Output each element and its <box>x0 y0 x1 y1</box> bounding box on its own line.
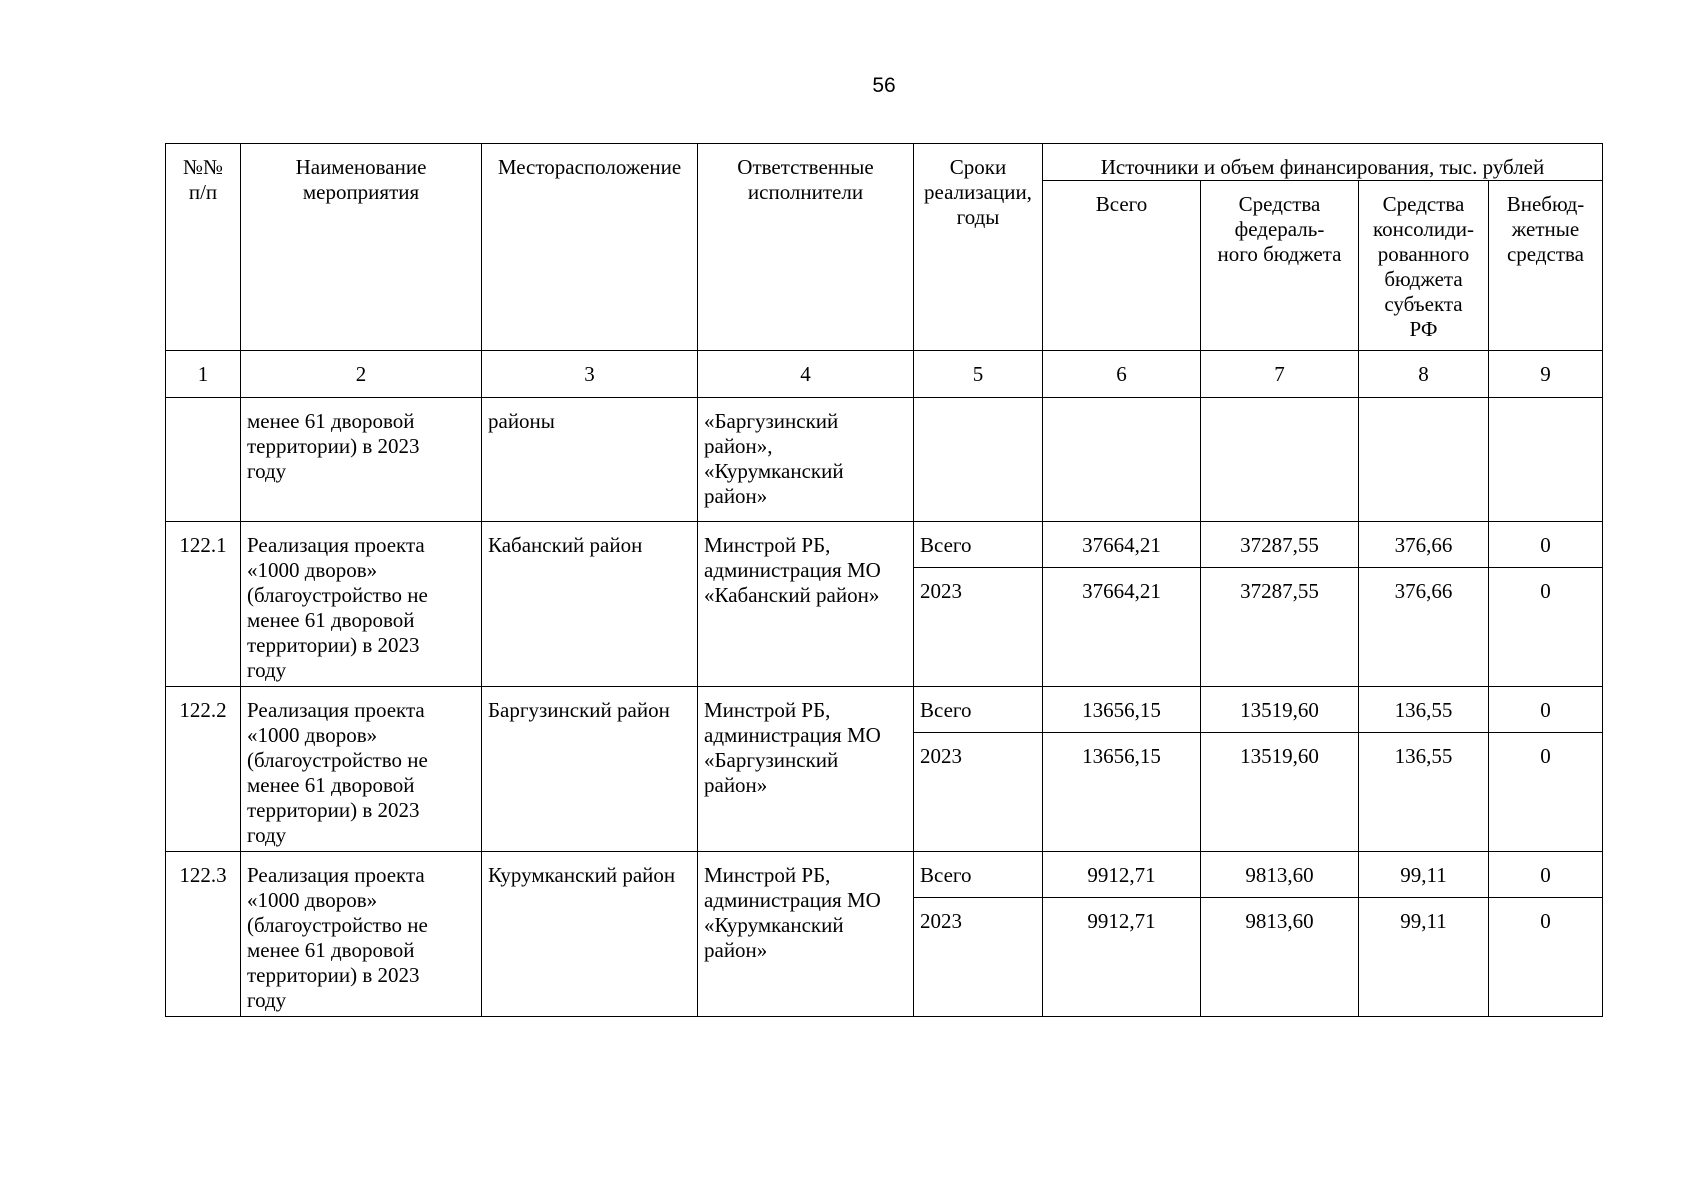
page-number: 56 <box>872 74 896 97</box>
row-total-federal: 37287,55 <box>1201 522 1359 568</box>
table-row <box>166 687 1603 733</box>
empty-cell <box>914 398 1043 522</box>
row-total-federal: 13519,60 <box>1201 687 1359 733</box>
row-executors: Минстрой РБ, администрация МО «Курумканский район» <box>698 852 914 1017</box>
row-total-consolidated: 99,11 <box>1359 852 1489 898</box>
row-year-federal: 9813,60 <box>1201 898 1359 1017</box>
header-num: №№ п/п <box>166 144 241 351</box>
column-number: 8 <box>1359 351 1489 398</box>
table-row <box>166 522 1603 568</box>
column-number: 3 <box>482 351 698 398</box>
header-total: Всего <box>1043 181 1201 351</box>
row-year-offbudget: 0 <box>1489 568 1603 687</box>
row-term-total: Всего <box>914 852 1043 898</box>
row-total-consolidated: 136,55 <box>1359 687 1489 733</box>
row-total-offbudget: 0 <box>1489 687 1603 733</box>
row-total-all: 13656,15 <box>1043 687 1201 733</box>
row-location: Баргузинский район <box>482 687 698 852</box>
row-year-all: 37664,21 <box>1043 568 1201 687</box>
row-num: 122.1 <box>166 522 241 687</box>
column-number: 5 <box>914 351 1043 398</box>
empty-cell <box>1043 398 1201 522</box>
row-year-consolidated: 99,11 <box>1359 898 1489 1017</box>
column-number: 6 <box>1043 351 1201 398</box>
continuation-name: менее 61 дворовой территории) в 2023 году <box>241 398 482 522</box>
empty-cell <box>1489 398 1603 522</box>
continuation-executors: «Баргузинский район», «Курумканский район» <box>698 398 914 522</box>
row-location: Кабанский район <box>482 522 698 687</box>
header-consolidated: Средства консолиди- рованного бюджета субъекта РФ <box>1359 181 1489 351</box>
header-offbudget: Внебюд- жетные средства <box>1489 181 1603 351</box>
header-federal: Средства федераль- ного бюджета <box>1201 181 1359 351</box>
row-total-all: 9912,71 <box>1043 852 1201 898</box>
row-total-federal: 9813,60 <box>1201 852 1359 898</box>
row-year-consolidated: 376,66 <box>1359 568 1489 687</box>
row-name: Реализация проекта «1000 дворов» (благоустройство не менее 61 дворовой территории) в 2023 году <box>241 852 482 1017</box>
column-number: 9 <box>1489 351 1603 398</box>
row-num: 122.3 <box>166 852 241 1017</box>
row-num: 122.2 <box>166 687 241 852</box>
row-location: Курумканский район <box>482 852 698 1017</box>
row-year-offbudget: 0 <box>1489 898 1603 1017</box>
row-year-offbudget: 0 <box>1489 733 1603 852</box>
header-sources: Источники и объем финансирования, тыс. рублей <box>1043 144 1603 181</box>
row-total-offbudget: 0 <box>1489 852 1603 898</box>
row-term-total: Всего <box>914 522 1043 568</box>
row-name: Реализация проекта «1000 дворов» (благоустройство не менее 61 дворовой территории) в 2023 году <box>241 522 482 687</box>
row-total-consolidated: 376,66 <box>1359 522 1489 568</box>
row-year-federal: 37287,55 <box>1201 568 1359 687</box>
column-number: 1 <box>166 351 241 398</box>
continuation-row <box>166 398 1603 522</box>
header-terms: Сроки реализации, годы <box>914 144 1043 351</box>
row-term-year: 2023 <box>914 733 1043 852</box>
row-term-total: Всего <box>914 687 1043 733</box>
column-number: 7 <box>1201 351 1359 398</box>
row-year-federal: 13519,60 <box>1201 733 1359 852</box>
row-executors: Минстрой РБ, администрация МО «Баргузинский район» <box>698 687 914 852</box>
continuation-num <box>166 398 241 522</box>
continuation-location: районы <box>482 398 698 522</box>
header-name: Наименование мероприятия <box>241 144 482 351</box>
row-year-consolidated: 136,55 <box>1359 733 1489 852</box>
empty-cell <box>1359 398 1489 522</box>
row-term-year: 2023 <box>914 568 1043 687</box>
header-executors: Ответственные исполнители <box>698 144 914 351</box>
column-number: 2 <box>241 351 482 398</box>
column-numbers-row <box>166 351 1603 398</box>
column-number: 4 <box>698 351 914 398</box>
empty-cell <box>1201 398 1359 522</box>
row-total-offbudget: 0 <box>1489 522 1603 568</box>
row-executors: Минстрой РБ, администрация МО «Кабанский район» <box>698 522 914 687</box>
table-row <box>166 852 1603 898</box>
header-location: Месторасположение <box>482 144 698 351</box>
financing-table <box>165 143 1603 1017</box>
row-year-all: 13656,15 <box>1043 733 1201 852</box>
row-year-all: 9912,71 <box>1043 898 1201 1017</box>
row-total-all: 37664,21 <box>1043 522 1201 568</box>
row-term-year: 2023 <box>914 898 1043 1017</box>
row-name: Реализация проекта «1000 дворов» (благоустройство не менее 61 дворовой территории) в 2023 году <box>241 687 482 852</box>
